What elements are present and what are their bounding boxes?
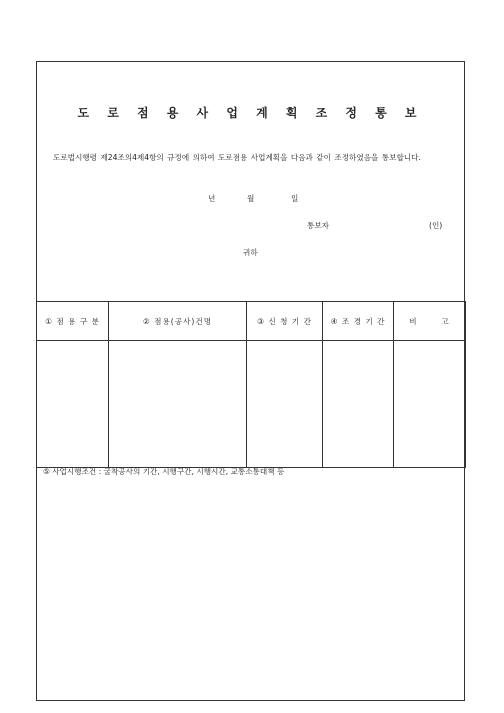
header-remarks: 비 고: [394, 302, 466, 341]
header-adjusted-period: ④ 조 경 기 간: [323, 302, 394, 341]
header-occupancy-type: ① 점 용 구 분: [37, 302, 109, 341]
seal-label: (인): [429, 221, 443, 230]
date-day-label: 일: [291, 194, 299, 203]
recipient-suffix: 귀하: [243, 248, 258, 257]
table-row: [37, 341, 466, 468]
cell-remarks[interactable]: [394, 341, 466, 468]
date-year-label: 년: [208, 194, 216, 203]
conditions-label: ⑤ 사업시행조건 : 굴착공사의 기간, 시행구간, 시행시간, 교통소통대책 등: [43, 467, 285, 476]
cell-application-period[interactable]: [247, 341, 323, 468]
form-title: 도 로 점 용 사 업 계 획 조 정 통 보: [77, 106, 424, 120]
intro-text: 도로법시행령 제24조의4제4항의 규정에 의하여 도로점용 사업계획을 다음과 같이 조정하였음을 통보합니다.: [53, 153, 421, 162]
table-header-row: [37, 302, 466, 341]
notice-form: [36, 61, 465, 701]
header-application-period: ③ 신 청 기 간: [247, 302, 323, 341]
plan-table: [36, 301, 466, 468]
cell-project-name[interactable]: [109, 341, 247, 468]
date-month-label: 월: [247, 194, 255, 203]
cell-occupancy-type[interactable]: [37, 341, 109, 468]
notifier-label: 통보자: [307, 221, 330, 230]
cell-adjusted-period[interactable]: [323, 341, 394, 468]
header-project-name: ② 점용(공사)건명: [109, 302, 247, 341]
